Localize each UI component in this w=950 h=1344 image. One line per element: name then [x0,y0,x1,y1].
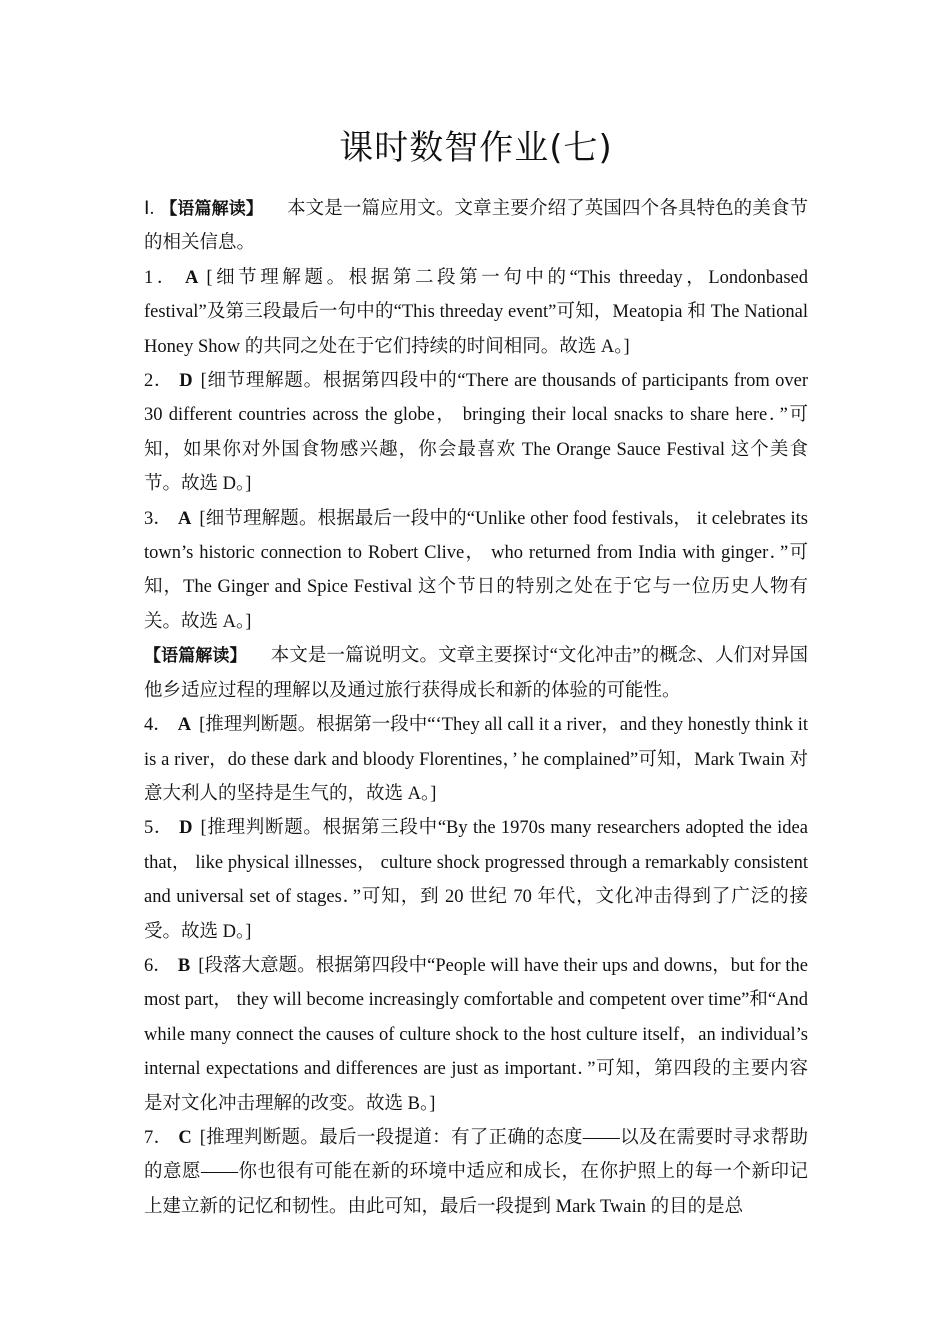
answer-letter: D [179,818,193,839]
section-2-tag: 【语篇解读】 [144,646,247,667]
answer-letter: A [184,267,199,288]
question-number: 5． [144,818,174,839]
explanation-text: [细节理解题。根据最后一段中的“Unlike other food festivals， it celebrates its town’s historic connection to Robert Clive， who returned from India with ginger．”可知，The Ginger and Spice Festival 这个节日的特别之处在于它与一位历史人物有关。故选 A。] [144,508,808,632]
document-page [144,118,808,1224]
section-1-text: 本文是一篇应用文。文章主要介绍了英国四个各具特色的美食节的相关信息。 [144,199,808,254]
answer-item-3 [144,502,808,640]
question-number: 4． [144,715,172,736]
section-2-text: 本文是一篇说明文。文章主要探讨“文化冲击”的概念、人们对异国他乡适应过程的理解以及通过旅行获得成长和新的体验的可能性。 [144,646,808,701]
answer-letter: A [178,508,192,529]
answer-item-4 [144,708,808,811]
explanation-text: [推理判断题。根据第一段中“‘They all call it a river，and they honestly think it is a river，do these dark and bloody Florentines，’ he complained”可知，Mark Twain 对意大利人的坚持是生气的，故选 A。] [144,715,808,804]
page-title: 课时数智作业(七) [339,128,613,168]
question-number: 3． [144,508,173,529]
answer-item-2 [144,364,808,502]
explanation-text: [推理判断题。最后一段提道：有了正确的态度——以及在需要时寻求帮助的意愿——你也很有可能在新的环境中适应和成长，在你护照上的每一个新印记上建立新的记忆和韧性。由此可知，最后一段提到 Mark Twain 的目的是总 [144,1127,808,1217]
answer-item-6 [144,949,808,1121]
answer-letter: A [177,715,192,736]
question-number: 7． [144,1127,173,1148]
answer-item-1 [144,261,808,364]
answer-item-7 [144,1121,808,1224]
explanation-text: [段落大意题。根据第四段中“People will have their ups and downs，but for the most part， they will become increasingly comfortable and competent over time”和“And while many connect the causes of culture shock to the host culture itself，an individual’s internal expectations and differences are just as important．”可知，第四段的主要内容是对文化冲击理解的改变。故选 B。] [144,955,808,1114]
explanation-text: [细节理解题。根据第四段中的“There are thousands of participants from over 30 different countries across the globe， bringing their local snacks to share here．”可知，如果你对外国食物感兴趣，你会最喜欢 The Orange Sauce Festival 这个美食节。故选 D。] [144,371,808,495]
question-number: 6． [144,955,172,976]
explanation-text: [推理判断题。根据第三段中“By the 1970s many researchers adopted the idea that， like physical illnesses， culture shock progressed through a remarkably consistent and universal set of stages．”可知，到 20 世纪 70 年代，文化冲击得到了广泛的接受。故选 D。] [144,818,808,942]
section-2-intro [144,639,808,708]
question-number: 2． [144,371,174,392]
answer-item-5 [144,811,808,949]
section-1-tag: 【语篇解读】 [160,199,263,219]
explanation-text: [细节理解题。根据第二段第一句中的“This threeday，Londonbased festival”及第三段最后一句中的“This threeday event”可知，Meatopia 和 The National Honey Show 的共同之处在于它们持续的时间相同。故选 A。] [144,267,808,357]
answer-letter: C [178,1127,192,1148]
question-number: 1． [144,267,179,288]
section-1-roman-numeral: Ⅰ. [144,199,155,219]
section-1-intro [144,192,808,261]
answer-letter: B [177,955,191,976]
answer-letter: D [179,371,193,392]
